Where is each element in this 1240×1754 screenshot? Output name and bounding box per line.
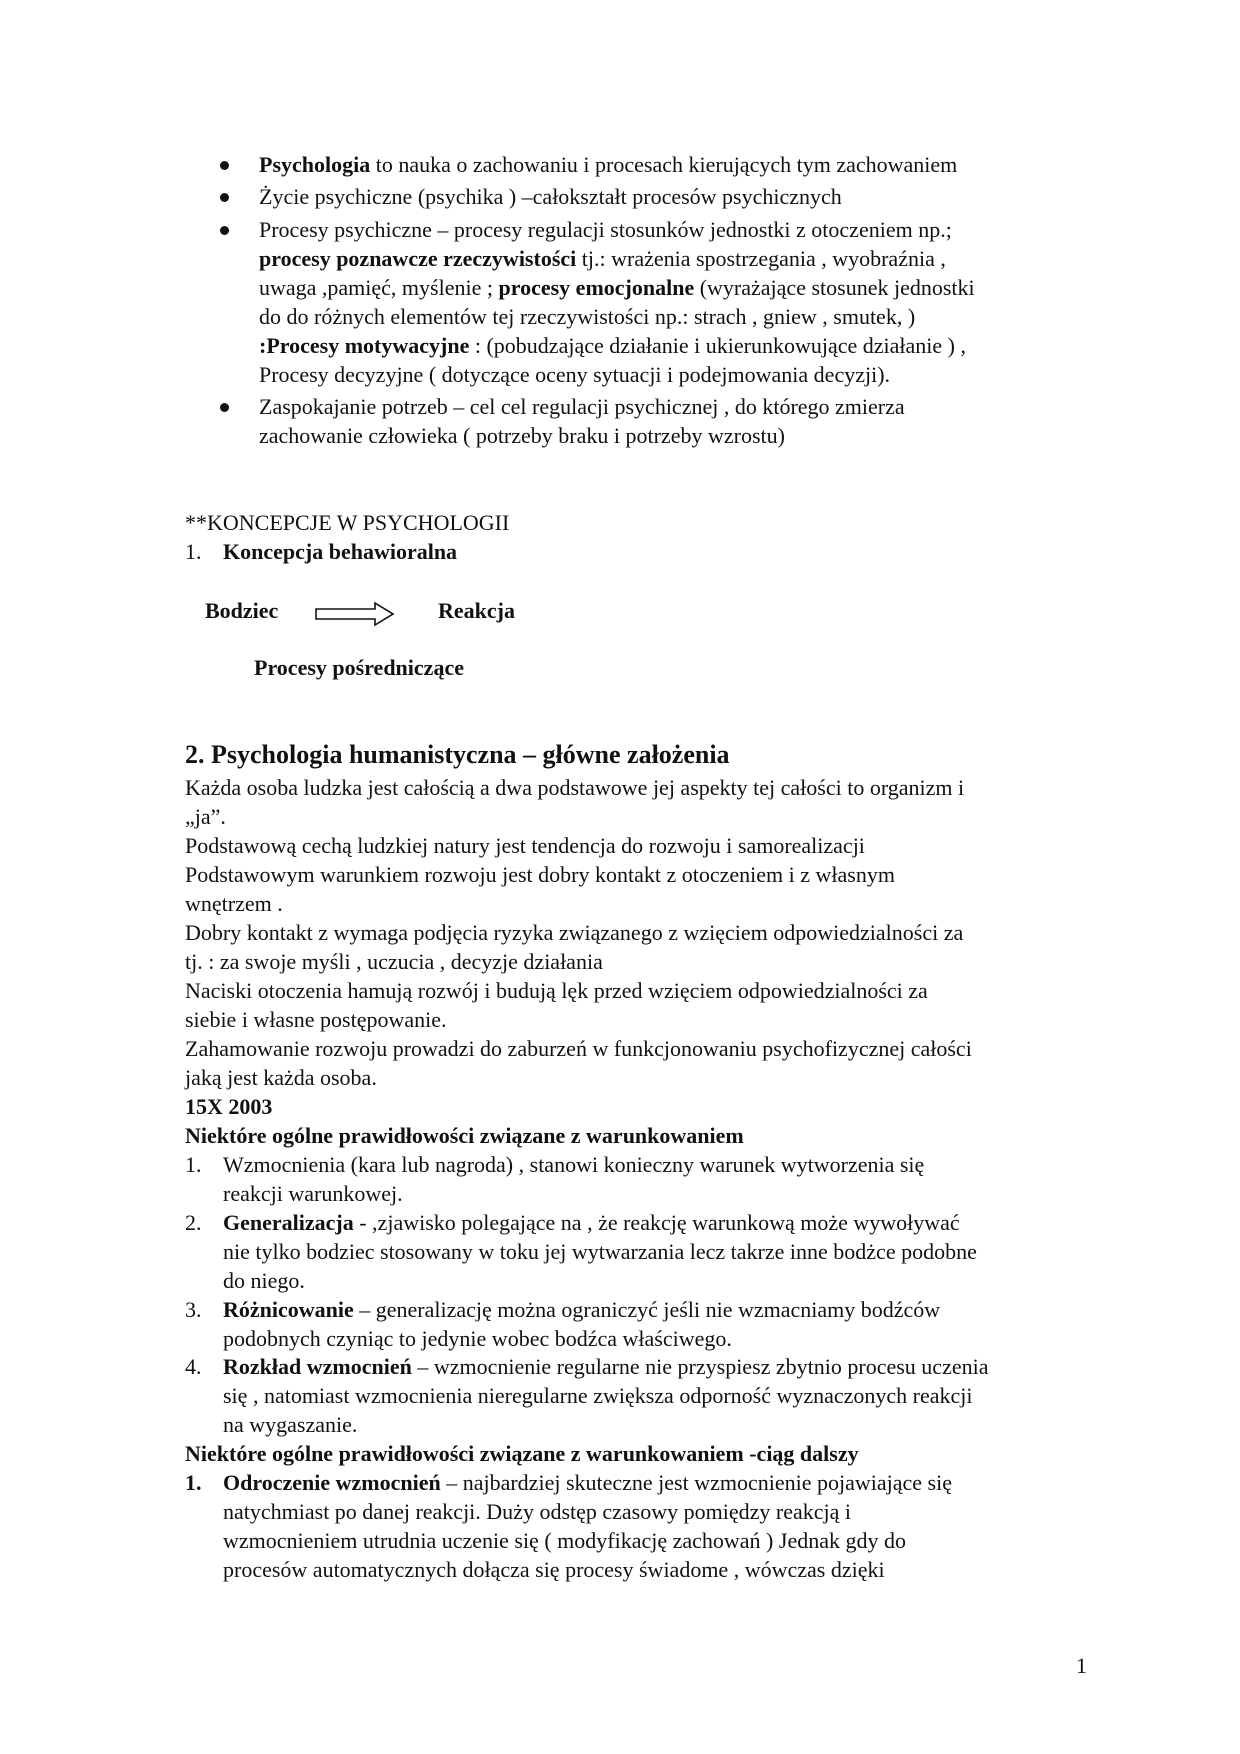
label-procesy-posredniczace: Procesy pośredniczące (254, 655, 464, 680)
item-line: procesów automatycznych dołącza się procesy świadome , wówczas dzięki (223, 1557, 885, 1582)
bullet-line: do do różnych elementów tej rzeczywistości np.: strach , gniew , smutek, ) (259, 304, 916, 329)
bullet-line: Procesy psychiczne – procesy regulacji stosunków jednostki z otoczeniem np.; (259, 217, 952, 242)
item-number: 1. (185, 1152, 202, 1177)
para-line: Podstawową cechą ludzkiej natury jest tendencja do rozwoju i samorealizacji (185, 833, 865, 858)
humanist-text (185, 773, 972, 1092)
item-number: 3. (185, 1297, 202, 1322)
item-line: reakcji warunkowej. (223, 1181, 403, 1206)
term-bold: procesy poznawcze rzeczywistości (259, 246, 577, 271)
bullet-text: : (pobudzające działanie i ukierunkowujące działanie ) , (469, 333, 966, 358)
item-line: na wygaszanie. (223, 1412, 358, 1437)
item-text: – wzmocnienie regularne nie przyspiesz zbytnio procesu uczenia (411, 1354, 989, 1379)
para-line: Każda osoba ludzka jest całością a dwa podstawowe jej aspekty tej całości to organizm i (185, 775, 965, 800)
para-line: Dobry kontakt z wymaga podjęcia ryzyka związanego z wzięciem odpowiedzialności za (185, 920, 964, 945)
para-line: Naciski otoczenia hamują rozwój i budują lęk przed wzięciem odpowiedzialności za (185, 978, 928, 1003)
para-line: Zahamowanie rozwoju prowadzi do zaburzeń w funkcjonowaniu psychofizycznej całości (185, 1036, 972, 1061)
bullet-dot (220, 193, 229, 202)
bullet-line: zachowanie człowieka ( potrzeby braku i potrzeby wzrostu) (259, 423, 785, 448)
label-reakcja: Reakcja (438, 598, 515, 623)
para-line: „ja”. (185, 804, 226, 829)
bullet-line: Procesy decyzyjne ( dotyczące oceny sytuacji i podejmowania decyzji). (259, 362, 891, 387)
item-line: się , natomiast wzmocnienia nieregularne zwiększa odporność wyznaczonych reakcji (223, 1383, 973, 1408)
para-line: jaką jest każda osoba. (185, 1065, 377, 1090)
section-heading-warunkowanie: Niektóre ogólne prawidłowości związane z warunkowaniem (185, 1123, 744, 1148)
date-label: 15X 2003 (185, 1094, 273, 1119)
section-heading-warunkowanie-cd: Niektóre ogólne prawidłowości związane z warunkowaniem -ciąg dalszy (185, 1441, 859, 1466)
bullet-line: Zaspokajanie potrzeb – cel cel regulacji psychicznej , do którego zmierza (259, 394, 905, 419)
bullet-dot (220, 226, 229, 235)
section-heading-humanist: 2. Psychologia humanistyczna – główne założenia (185, 740, 730, 769)
item-line: do niego. (223, 1268, 305, 1293)
item-number: 2. (185, 1210, 202, 1235)
term-bold: :Procesy motywacyjne (259, 333, 470, 358)
item-text: - ,zjawisko polegające na , że reakcję warunkową może wywoływać (353, 1210, 960, 1235)
section-heading: **KONCEPCJE W PSYCHOLOGII (185, 510, 510, 535)
para-line: siebie i własne postępowanie. (185, 1007, 447, 1032)
bullet-text: tj.: wrażenia spostrzegania , wyobraźnia , (576, 246, 946, 271)
item-line: podobnych czyniąc to jedynie wobec bodźca właściwego. (223, 1326, 732, 1351)
label-bodziec: Bodziec (205, 598, 279, 623)
term-bold: Psychologia (259, 152, 371, 177)
right-arrow-icon (315, 601, 395, 627)
bullet-text: to nauka o zachowaniu i procesach kierujących tym zachowaniem (370, 152, 958, 177)
para-line: wnętrzem . (185, 891, 283, 916)
para-line: Podstawowym warunkiem rozwoju jest dobry kontakt z otoczeniem i z własnym (185, 862, 895, 887)
item-number: 1. (185, 1470, 202, 1495)
item-line: wzmocnieniem utrudnia uczenie się ( modyfikację zachowań ) Jednak gdy do (223, 1528, 906, 1553)
term-bold: Różnicowanie (223, 1297, 354, 1322)
item-line: Wzmocnienia (kara lub nagroda) , stanowi konieczny warunek wytworzenia się (223, 1152, 925, 1177)
bullet-dot (220, 161, 229, 170)
item-text: – najbardziej skuteczne jest wzmocnienie pojawiające się (440, 1470, 952, 1495)
bullet-text: Życie psychiczne (psychika ) –całokształt procesów psychicznych (259, 184, 842, 209)
term-bold: Rozkład wzmocnień (223, 1354, 412, 1379)
bullet-text: uwaga ,pamięć, myślenie ; (259, 275, 499, 300)
bullet-text: (wyrażające stosunek jednostki (694, 275, 975, 300)
item-line: natychmiast po danej reakcji. Duży odstęp czasowy pomiędzy reakcją i (223, 1499, 851, 1524)
item-line: nie tylko bodziec stosowany w toku jej wytwarzania lecz takrze inne bodżce podobne (223, 1239, 977, 1264)
term-bold: Generalizacja (223, 1210, 354, 1235)
item-number: 4. (185, 1354, 202, 1379)
item-number: 1. (185, 539, 202, 564)
page-number: 1 (1076, 1653, 1087, 1678)
para-line: tj. : za swoje myśli , uczucia , decyzje działania (185, 949, 603, 974)
bullet-dot (220, 403, 229, 412)
item-text: – generalizację można ograniczyć jeśli nie wzmacniamy bodźców (353, 1297, 941, 1322)
item-title: Koncepcja behawioralna (223, 539, 458, 564)
term-bold: Odroczenie wzmocnień (223, 1470, 441, 1495)
term-bold: procesy emocjonalne (498, 275, 695, 300)
